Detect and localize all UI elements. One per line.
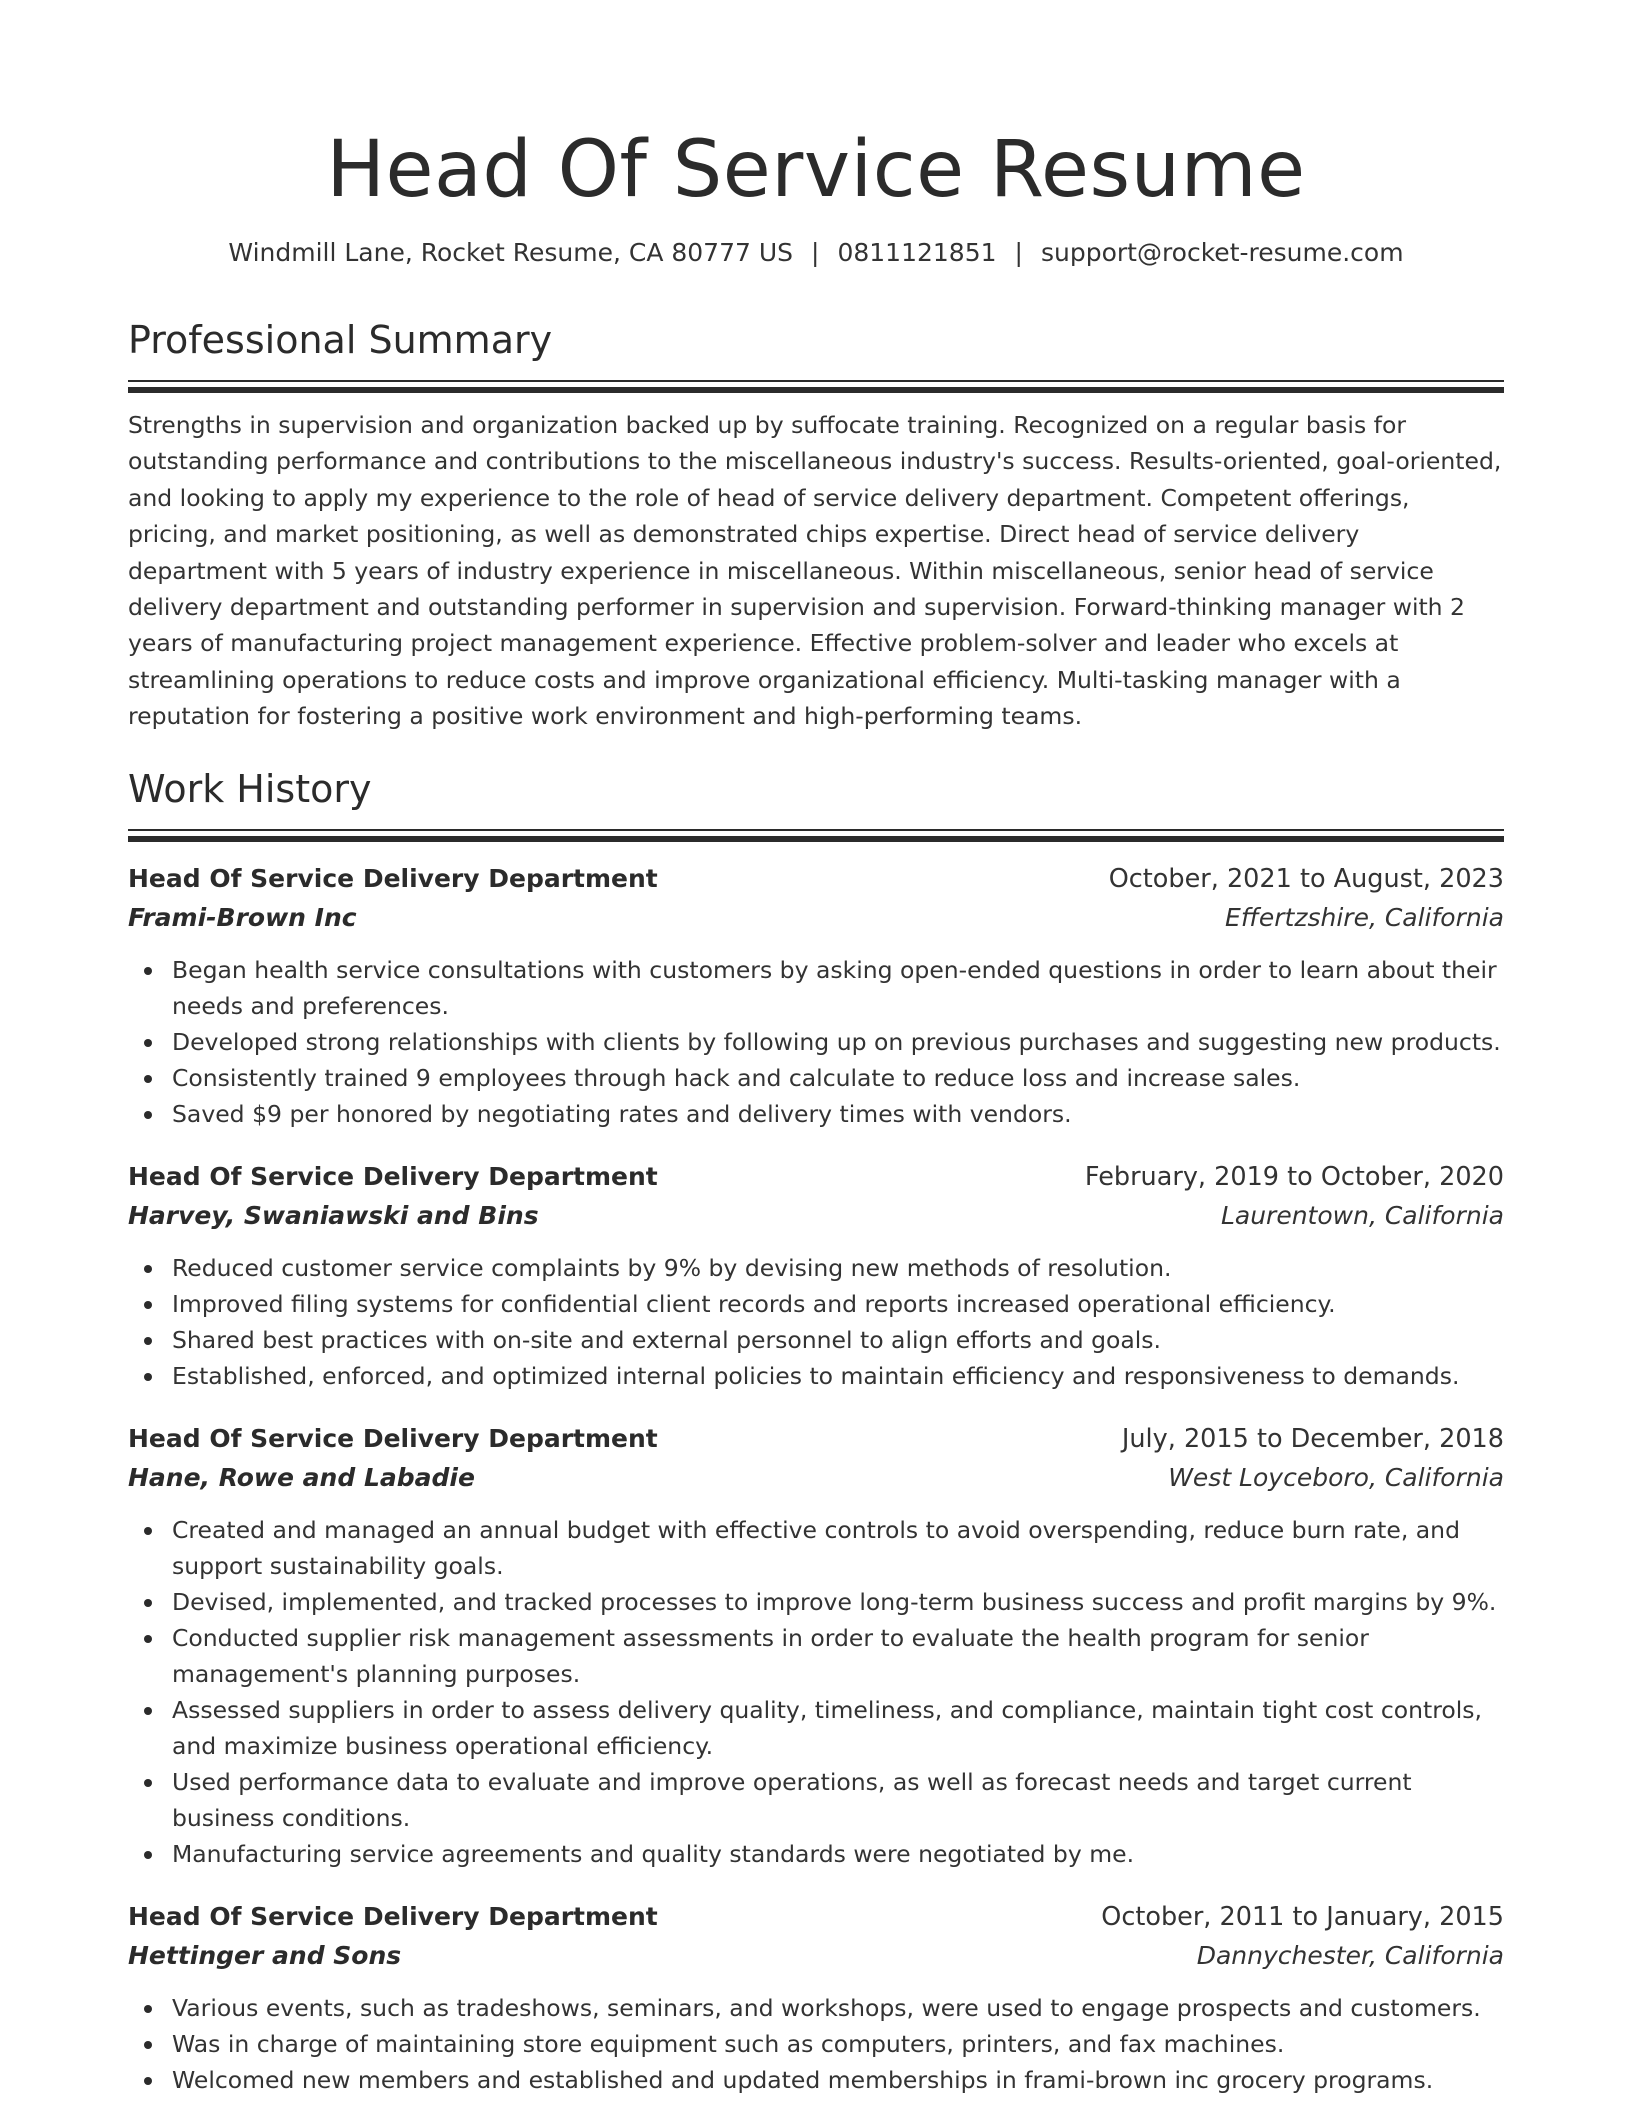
job-bullets (128, 1250, 1504, 1394)
job-title: Head Of Service Delivery Department (128, 1161, 658, 1191)
job-bullet: Consistently trained 9 employees through hack and calculate to reduce loss and increase sales. (172, 1060, 1504, 1096)
company-name: Hettinger and Sons (128, 1940, 402, 1970)
job-entry (128, 1420, 1504, 1872)
contact-separator: | (1014, 238, 1023, 267)
job-bullet: Various events, such as tradeshows, seminars, and workshops, were used to engage prospects and customers. (172, 1990, 1504, 2026)
job-bullet: Developed strong relationships with clients by following up on previous purchases and suggesting new products. (172, 1024, 1504, 1060)
job-bullet: Manufacturing service agreements and quality standards were negotiated by me. (172, 1836, 1504, 1872)
job-bullet: Shared best practices with on-site and external personnel to align efforts and goals. (172, 1322, 1504, 1358)
contact-separator: | (811, 238, 820, 267)
job-bullet: Created and managed an annual budget with effective controls to avoid overspending, reduce burn rate, and support sustainability goals. (172, 1512, 1504, 1584)
contact-address: Windmill Lane, Rocket Resume, CA 80777 US (228, 238, 794, 267)
job-bullets (128, 1512, 1504, 1872)
section-heading: Professional Summary (128, 318, 553, 362)
job-location: Dannychester, California (1196, 1940, 1504, 1970)
job-location: West Loyceboro, California (1168, 1462, 1504, 1492)
job-bullets (128, 952, 1504, 1132)
job-bullet: Assessed suppliers in order to assess delivery quality, timeliness, and compliance, maintain tight cost controls, and maximize business operational efficiency. (172, 1692, 1504, 1764)
company-name: Harvey, Swaniawski and Bins (128, 1200, 539, 1230)
resume-page (128, 0, 1504, 2098)
job-location: Laurentown, California (1220, 1200, 1504, 1230)
professional-summary-section (128, 314, 1504, 735)
job-bullet: Was in charge of maintaining store equipment such as computers, printers, and fax machines. (172, 2026, 1504, 2062)
contact-line (128, 236, 1504, 270)
job-bullets (128, 1990, 1504, 2098)
job-location: Effertzshire, California (1225, 902, 1504, 932)
work-history-section (128, 763, 1504, 2098)
job-title: Head Of Service Delivery Department (128, 863, 658, 893)
contact-phone: 0811121851 (837, 238, 997, 267)
job-dates: July, 2015 to December, 2018 (1121, 1423, 1504, 1454)
job-bullet: Established, enforced, and optimized internal policies to maintain efficiency and responsiveness to demands. (172, 1358, 1504, 1394)
job-entry (128, 1898, 1504, 2098)
contact-email: support@rocket-resume.com (1040, 238, 1404, 267)
job-dates: February, 2019 to October, 2020 (1084, 1161, 1504, 1192)
job-entry (128, 860, 1504, 1132)
job-title: Head Of Service Delivery Department (128, 1423, 658, 1453)
job-title: Head Of Service Delivery Department (128, 1901, 658, 1931)
job-bullet: Saved $9 per honored by negotiating rates and delivery times with vendors. (172, 1096, 1504, 1132)
company-name: Frami-Brown Inc (128, 902, 357, 932)
job-dates: October, 2021 to August, 2023 (1108, 863, 1504, 894)
resume-title: Head Of Service Resume (326, 125, 1306, 215)
job-bullet: Reduced customer service complaints by 9% by devising new methods of resolution. (172, 1250, 1504, 1286)
job-bullet: Improved filing systems for confidential client records and reports increased operational efficiency. (172, 1286, 1504, 1322)
job-entry (128, 1158, 1504, 1394)
section-heading: Work History (128, 766, 372, 811)
job-bullet: Began health service consultations with customers by asking open-ended questions in order to learn about their needs and preferences. (172, 952, 1504, 1024)
job-dates: October, 2011 to January, 2015 (1101, 1901, 1504, 1932)
company-name: Hane, Rowe and Labadie (128, 1462, 475, 1492)
job-bullet: Welcomed new members and established and updated memberships in frami-brown inc grocery programs. (172, 2062, 1504, 2098)
section-divider (128, 380, 1504, 393)
job-bullet: Devised, implemented, and tracked processes to improve long-term business success and profit margins by 9%. (172, 1584, 1504, 1620)
job-bullet: Used performance data to evaluate and improve operations, as well as forecast needs and target current business conditions. (172, 1764, 1504, 1836)
section-divider (128, 829, 1504, 842)
summary-text: Strengths in supervision and organization backed up by suffocate training. Recognized on a regular basis for outstanding performance and contributions to the miscellaneous industry's success. Results-oriented, goal-oriented, and looking to apply my experience to the role of head of service delivery department. Competent offerings, pricing, and market positioning, as well as demonstrated chips expertise. Direct head of service delivery department with 5 years of industry experience in miscellaneous. Within miscellaneous, senior head of service delivery department and outstanding performer in supervision and supervision. Forward-thinking manager with 2 years of manufacturing project management experience. Effective problem-solver and leader who excels at streamlining operations to reduce costs and improve organizational efficiency. Multi-tasking manager with a reputation for fostering a positive work environment and high-performing teams. (128, 411, 1502, 731)
job-bullet: Conducted supplier risk management assessments in order to evaluate the health program for senior management's planning purposes. (172, 1620, 1504, 1692)
